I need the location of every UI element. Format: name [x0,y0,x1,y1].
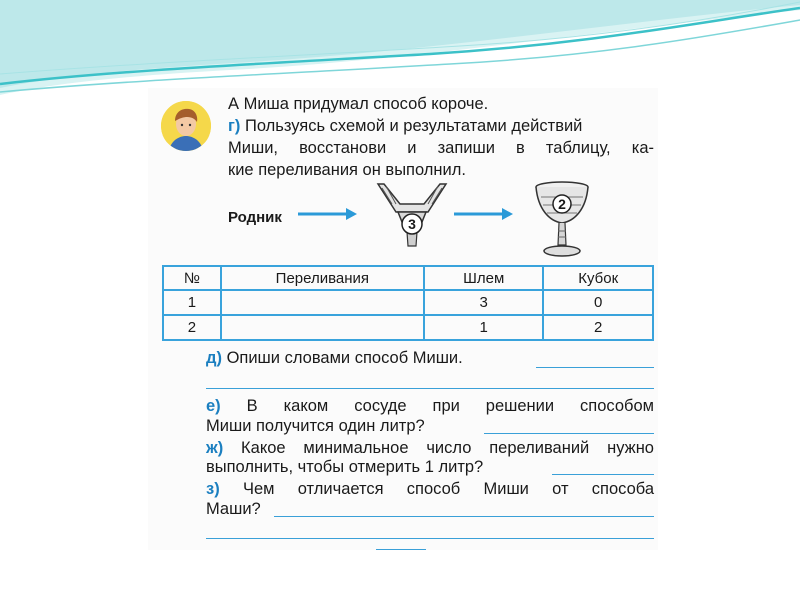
task-d-label: д) [206,349,222,367]
answer-line[interactable] [206,388,654,389]
arrow-right-icon [296,206,358,222]
task-e-line-1: е) В каком сосуде при решении способом [206,397,654,415]
task-g-label: г) [228,117,241,135]
answer-line[interactable] [484,433,654,434]
task-zh-line-1: ж) Какое минимальное число переливаний нужно [206,439,654,457]
task-g-line-3: кие переливания он выполнил. [228,161,466,179]
header-cell-pourings: Переливания [221,266,424,290]
intro-text: А Миша придумал способ короче. [228,95,489,113]
answer-line[interactable] [206,538,654,539]
table-row [163,290,653,315]
table-row [163,315,653,340]
helmet-number: 3 [408,216,416,232]
table-cell: 1 [163,290,221,315]
cup-vessel-icon [531,179,593,263]
table-cell: 2 [543,315,653,340]
task-z-label: з) [206,480,220,498]
header-cell-helmet: Шлем [424,266,543,290]
pourings-table [162,265,654,341]
table-cell: 0 [543,290,653,315]
table-header-row [163,266,653,290]
table-cell: 1 [424,315,543,340]
answer-line[interactable] [552,474,654,475]
task-z-line-1: з) Чем отличается способ Миши от способа [206,480,654,498]
boy-avatar-icon [161,101,211,151]
task-g-line-2: Миши, восстанови и запиши в таблицу, ка- [228,139,654,157]
table-cell: 3 [424,290,543,315]
source-label: Родник [228,209,282,226]
task-zh-line-2: выполнить, чтобы отмерить 1 литр? [206,458,484,476]
task-e-line-2: Миши получится один литр? [206,417,425,435]
task-e-label: е) [206,397,221,415]
answer-line[interactable] [376,549,426,550]
answer-line[interactable] [536,367,654,368]
table-cell-input[interactable] [221,315,424,340]
table-cell-input[interactable] [221,290,424,315]
task-g-line-1: г) Пользуясь схемой и результатами действий [228,117,583,135]
header-cell-number: № [163,266,221,290]
table-cell: 2 [163,315,221,340]
task-z-line-2: Маши? [206,500,261,518]
answer-line[interactable] [274,516,654,517]
header-cell-cup: Кубок [543,266,653,290]
worksheet-page [148,88,658,550]
header-wave-decoration [0,0,800,95]
cup-number: 2 [558,196,566,212]
task-zh-label: ж) [206,439,224,457]
arrow-right-icon [452,206,514,222]
task-d: д) Опиши словами способ Миши. [206,349,463,367]
